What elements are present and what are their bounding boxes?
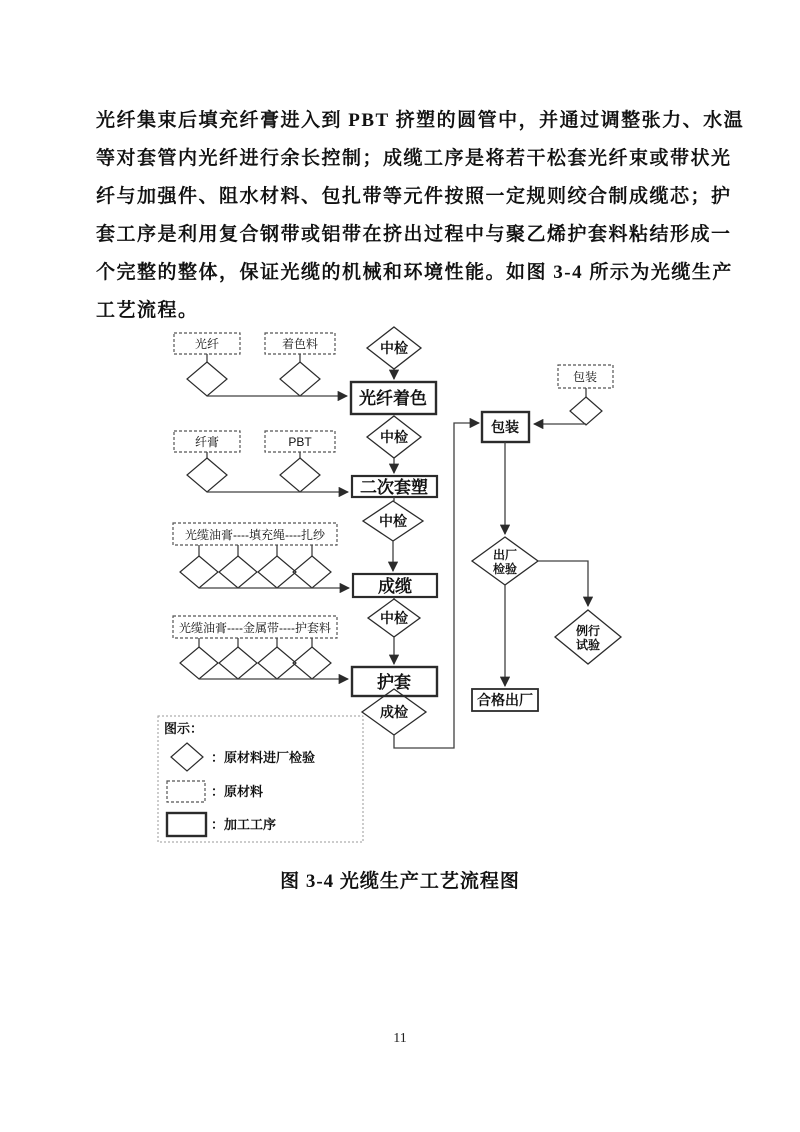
inspection-label: 中检 <box>380 340 408 356</box>
inspection-label: 中检 <box>379 513 407 529</box>
process-label: 合格出厂 <box>477 692 533 708</box>
incoming-inspection-diamond <box>293 556 331 588</box>
legend-title: 图示： <box>164 721 204 736</box>
incoming-inspection-diamond <box>293 647 331 679</box>
incoming-inspection-diamond <box>258 556 296 588</box>
process-label: 护套 <box>377 673 411 692</box>
legend <box>158 716 363 842</box>
process-label: 二次套塑 <box>360 478 428 497</box>
incoming-inspection-diamond <box>258 647 296 679</box>
material-label: 包装 <box>572 370 598 384</box>
paragraph-line: 工艺流程。 <box>96 300 199 321</box>
legend-item-label: ：原材料 <box>211 784 264 799</box>
material-box-pbt <box>265 431 335 452</box>
legend-diamond-icon <box>171 743 203 771</box>
material-box-fiber <box>174 333 240 354</box>
legend-item-label: ：原材料进厂检验 <box>211 750 316 765</box>
routine-test-diamond <box>555 610 621 664</box>
process-box-packing <box>482 412 529 442</box>
incoming-inspection-diamond <box>280 458 320 492</box>
material-box-packing <box>558 365 613 388</box>
process-label: 成缆 <box>378 577 412 596</box>
process-label: 包装 <box>491 419 519 435</box>
inspection-label: 出厂 <box>492 548 518 562</box>
incoming-inspection-diamond <box>219 647 257 679</box>
incoming-inspection-diamond <box>219 556 257 588</box>
page-number: 11 <box>393 1031 407 1046</box>
legend-solid-box-icon <box>167 813 206 836</box>
legend-dashed-box-icon <box>167 781 205 802</box>
material-label: 着色料 <box>281 337 319 351</box>
paragraph-line: 光纤集束后填充纤膏进入到 PBT 挤塑的圆管中，并通过调整张力、水温 <box>96 110 745 131</box>
material-box-gel <box>174 431 240 452</box>
material-box-colorant <box>265 333 335 354</box>
figure-caption: 图 3-4 光缆生产工艺流程图 <box>280 871 520 892</box>
inspection-label: 中检 <box>380 610 408 626</box>
inspection-label: 试验 <box>575 638 601 652</box>
inspection-label: 例行 <box>575 624 601 638</box>
process-box-sheathing <box>352 667 437 696</box>
process-box-coloring <box>351 382 436 414</box>
paragraph-line: 个完整的整体，保证光缆的机械和环境性能。如图 3-4 所示为光缆生产 <box>96 262 733 283</box>
mid-inspection-diamond-3 <box>363 501 423 541</box>
incoming-inspection-diamond <box>570 397 602 425</box>
process-box-secondary-sheathing <box>352 476 437 497</box>
incoming-inspection-diamond <box>187 458 227 492</box>
incoming-inspection-diamond <box>180 556 218 588</box>
paragraph-line: 等对套管内光纤进行余长控制；成缆工序是将若干松套光纤束或带状光 <box>96 148 732 169</box>
material-label: PBT <box>288 435 312 449</box>
process-box-cabling <box>353 574 437 597</box>
mid-inspection-diamond-2 <box>367 416 421 458</box>
inspection-label: 中检 <box>380 429 408 445</box>
material-label: 纤膏 <box>194 435 220 449</box>
material-label: 光缆油膏----填充绳----扎纱 <box>185 528 325 542</box>
legend-item-label: ：加工工序 <box>211 817 277 832</box>
incoming-inspection-diamond <box>280 362 320 396</box>
material-label: 光纤 <box>194 337 220 351</box>
incoming-inspection-diamond <box>187 362 227 396</box>
paragraph-line: 纤与加强件、阻水材料、包扎带等元件按照一定规则绞合制成缆芯；护 <box>96 186 732 207</box>
mid-inspection-diamond-4 <box>368 599 420 637</box>
material-label: 光缆油膏----金属带----护套料 <box>179 621 331 635</box>
mid-inspection-diamond-1 <box>367 327 421 369</box>
material-box-cabling-materials <box>173 523 337 545</box>
material-box-sheathing-materials <box>173 616 337 638</box>
inspection-label: 检验 <box>492 562 518 576</box>
flow-arrow <box>538 561 588 606</box>
incoming-inspection-diamond <box>180 647 218 679</box>
factory-inspection-diamond <box>472 537 538 585</box>
inspection-label: 成检 <box>380 704 408 720</box>
process-box-ship-out <box>472 689 538 711</box>
process-label: 光纤着色 <box>359 389 427 408</box>
paragraph-line: 套工序是利用复合钢带或铝带在挤出过程中与聚乙烯护套料粘结形成一 <box>96 224 732 245</box>
